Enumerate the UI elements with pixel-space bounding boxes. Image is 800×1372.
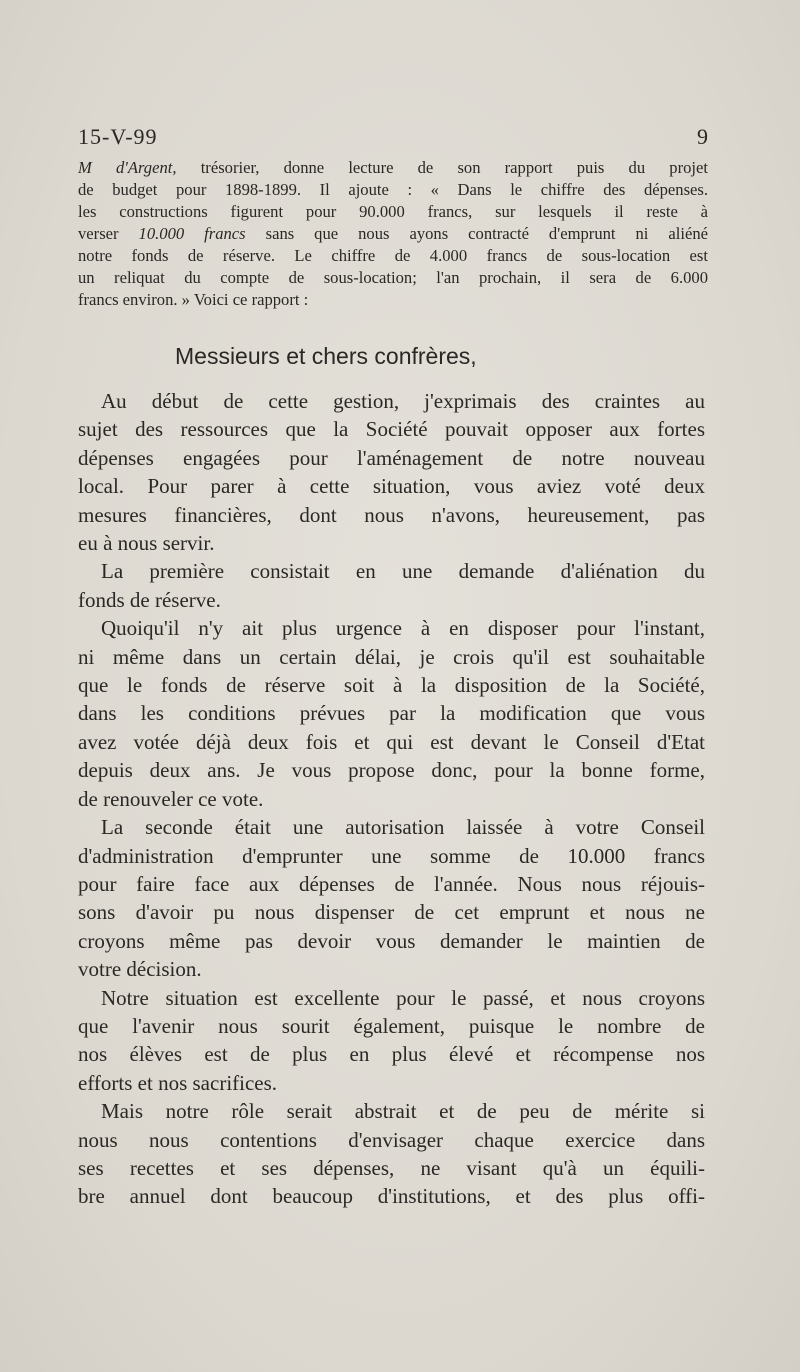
intro-line: de budget pour 1898-1899. Il ajoute : « Dans le chiffre des dépenses. <box>78 180 708 199</box>
report-paragraph: La première consistait en une demande d'aliénation du fonds de réserve. <box>78 559 705 612</box>
intro-line: M d'Argent, trésorier, donne lecture de son rapport puis du projet <box>78 158 709 177</box>
intro-line: les constructions figurent pour 90.000 francs, sur lesquels il reste à <box>78 202 708 221</box>
intro-speaker: M d'Argent, <box>78 158 177 177</box>
intro-paragraph <box>78 157 708 311</box>
intro-line: verser 10.000 francs sans que nous ayons contracté d'emprunt ni aliéné <box>78 224 709 243</box>
salutation: Messieurs et chers confrères, <box>175 343 477 369</box>
intro-line: francs environ. » Voici ce rapport : <box>78 290 309 309</box>
page-date: 15-V-99 <box>78 124 158 149</box>
intro-line: notre fonds de réserve. Le chiffre de 4.000 francs de sous-location est <box>78 246 708 265</box>
report-paragraph: Mais notre rôle serait abstrait et de peu de mérite si nous nous contentions d'envisager chaque exercice dans ses recettes et ses dépenses, ne visant qu'à un équili- bre annuel dont beaucoup d'institutions, et des plus offi- <box>78 1099 705 1209</box>
report-paragraph: Notre situation est excellente pour le passé, et nous croyons que l'avenir nous sourit également, puisque le nombre de nos élèves est de plus en plus élevé et récompense nos efforts et nos sacrifices. <box>78 985 705 1095</box>
report-paragraph: Au début de cette gestion, j'exprimais des craintes au sujet des ressources que la Société pouvait opposer aux fortes dépenses engagées pour l'aménagement de notre nouveau local. Pour parer à cette situation, vous aviez voté deux mesures financières, dont nous n'avons, heureusement, pas eu à nous servir. <box>78 389 705 556</box>
report-paragraph: Quoiqu'il n'y ait plus urgence à en disposer pour l'instant, ni même dans un certain délai, je crois qu'il est souhaitable que le fonds de réserve soit à la disposition de la Société, dans les conditions prévues par la modification que vous avez votée déjà deux fois et qui est devant le Conseil d'Etat depuis deux ans. Je vous propose donc, pour la bonne forme, de renouveler ce vote. <box>78 616 705 811</box>
report-paragraph: La seconde était une autorisation laissée à votre Conseil d'administration d'emprunter une somme de 10.000 francs pour faire face aux dépenses de l'année. Nous nous réjouis- sons d'avoir pu nous dispenser de cet emprunt et nous ne croyons même pas devoir vous demander le maintien de votre décision. <box>78 815 705 982</box>
page-header <box>78 124 708 154</box>
intro-amount: 10.000 francs <box>138 224 246 243</box>
page-number: 9 <box>697 124 708 149</box>
intro-line: un reliquat du compte de sous-location; l'an prochain, il sera de 6.000 <box>78 268 708 287</box>
report-body <box>78 387 705 1211</box>
